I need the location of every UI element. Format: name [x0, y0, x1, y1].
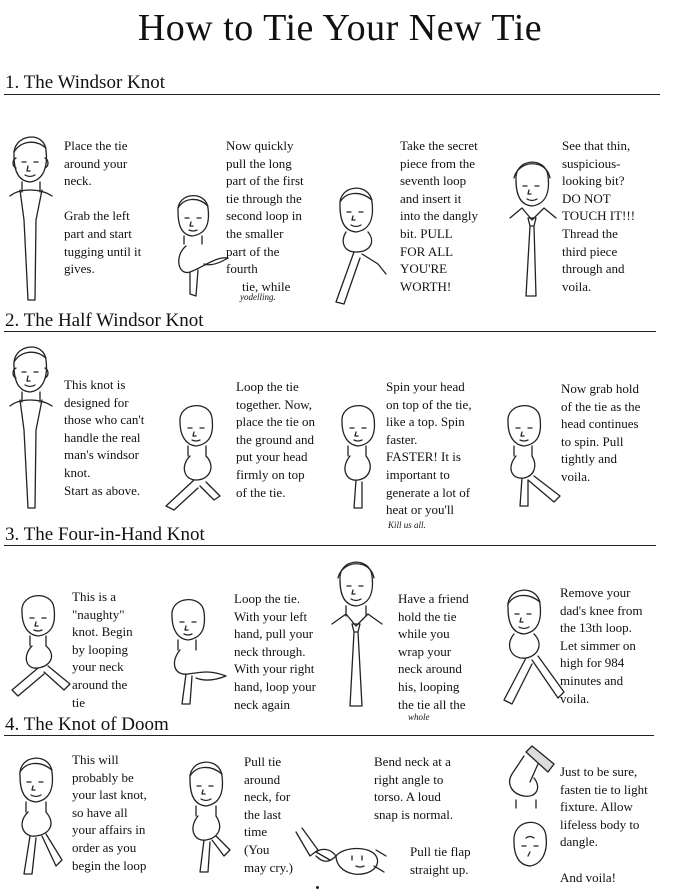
handwritten-note-kill-us-all: Kill us all. [388, 520, 426, 530]
step-windsor-2-text: Now quickly pull the long part of the first tie through the second loop in the smaller part of the fourth tie, while [226, 138, 304, 294]
figure-man-dangly-tie [330, 178, 400, 306]
section-heading-four-in-hand: 3. The Four-in-Hand Knot [5, 524, 205, 545]
figure-man-with-tie-draped [6, 334, 66, 510]
step-windsor-4-text: See that thin, suspicious- looking bit? DO NOT TOUCH IT!!! Thread the third piece through and voila. [562, 138, 636, 294]
section-divider [4, 94, 660, 95]
figure-man-spinning [330, 396, 390, 512]
step-four-in-hand-3-text: Have a friend hold the tie while you wrap your neck around his, looping the tie all the [398, 591, 469, 712]
figure-man-friend-holding [330, 550, 390, 710]
figure-man-pulling-around-neck [180, 752, 245, 876]
page-dot [316, 886, 319, 889]
step-four-in-hand-1-text: This is a "naughty" knot. Begin by looping your neck around the tie [72, 589, 133, 710]
section-divider [4, 545, 656, 546]
handwritten-note-yodelling: yodelling. [240, 292, 276, 302]
section-heading-windsor: 1. The Windsor Knot [5, 72, 166, 93]
step-doom-4-text: Just to be sure, fasten tie to light fixture. Allow lifeless body to dangle. And voila! [560, 764, 648, 885]
figure-man-hanging-upside-down [502, 742, 562, 882]
step-half-windsor-2-text: Loop the tie together. Now, place the tie on the ground and put your head firmly on top of the tie. [236, 379, 316, 500]
figure-man-hand-loop [160, 590, 235, 710]
step-doom-3-text: Bend neck at a right angle to torso. A loud snap is normal. [374, 754, 454, 822]
step-half-windsor-4-text: Now grab hold of the tie as the head continues to spin. Pull tightly and voila. [561, 381, 641, 484]
figure-man-pulling-tie [498, 396, 568, 512]
figure-man-neck-bent-sideways [290, 826, 402, 880]
figure-man-with-tie-draped [6, 124, 66, 299]
page-title: How to Tie Your New Tie [137, 7, 543, 49]
step-half-windsor-1-text: This knot is designed for those who can't handle the real man's windsor knot. Start as above. [64, 377, 145, 498]
step-windsor-1-text: Place the tie around your neck. Grab the left part and start tugging until it gives. [64, 138, 142, 277]
step-windsor-3-text: Take the secret piece from the seventh loop and insert it into the dangly bit. PULL FOR ALL YOU'RE WORTH! [400, 138, 478, 294]
section-heading-half-windsor: 2. The Half Windsor Knot [5, 310, 204, 331]
step-four-in-hand-4-text: Remove your dad's knee from the 13th loop. Let simmer on high for 984 minutes and voila. [560, 585, 643, 706]
section-heading-knot-of-doom: 4. The Knot of Doom [5, 714, 169, 735]
step-half-windsor-3-text: Spin your head on top of the tie, like a top. Spin faster. FASTER! It is important to generate a lot of heat or you'll [386, 379, 472, 518]
handwritten-note-whole: whole [408, 712, 430, 722]
figure-man-tie-looped [160, 396, 235, 512]
figure-man-finished-tie [506, 150, 566, 300]
section-divider [4, 331, 656, 332]
step-doom-2-text: Pull tie around neck, for the last time (You may cry.) [244, 754, 293, 875]
figure-man-knee-knot [498, 580, 568, 710]
figure-man-neck-loop [8, 586, 78, 706]
section-divider [4, 735, 654, 736]
step-doom-1-text: This will probably be your last knot, so have all your affairs in order as you begin the loop [72, 752, 147, 873]
step-doom-3-text-b: Pull tie flap straight up. [410, 844, 471, 877]
figure-man-last-knot [6, 748, 76, 878]
step-four-in-hand-2-text: Loop the tie. With your left hand, pull your neck through. With your right hand, loop your neck again [234, 591, 316, 712]
